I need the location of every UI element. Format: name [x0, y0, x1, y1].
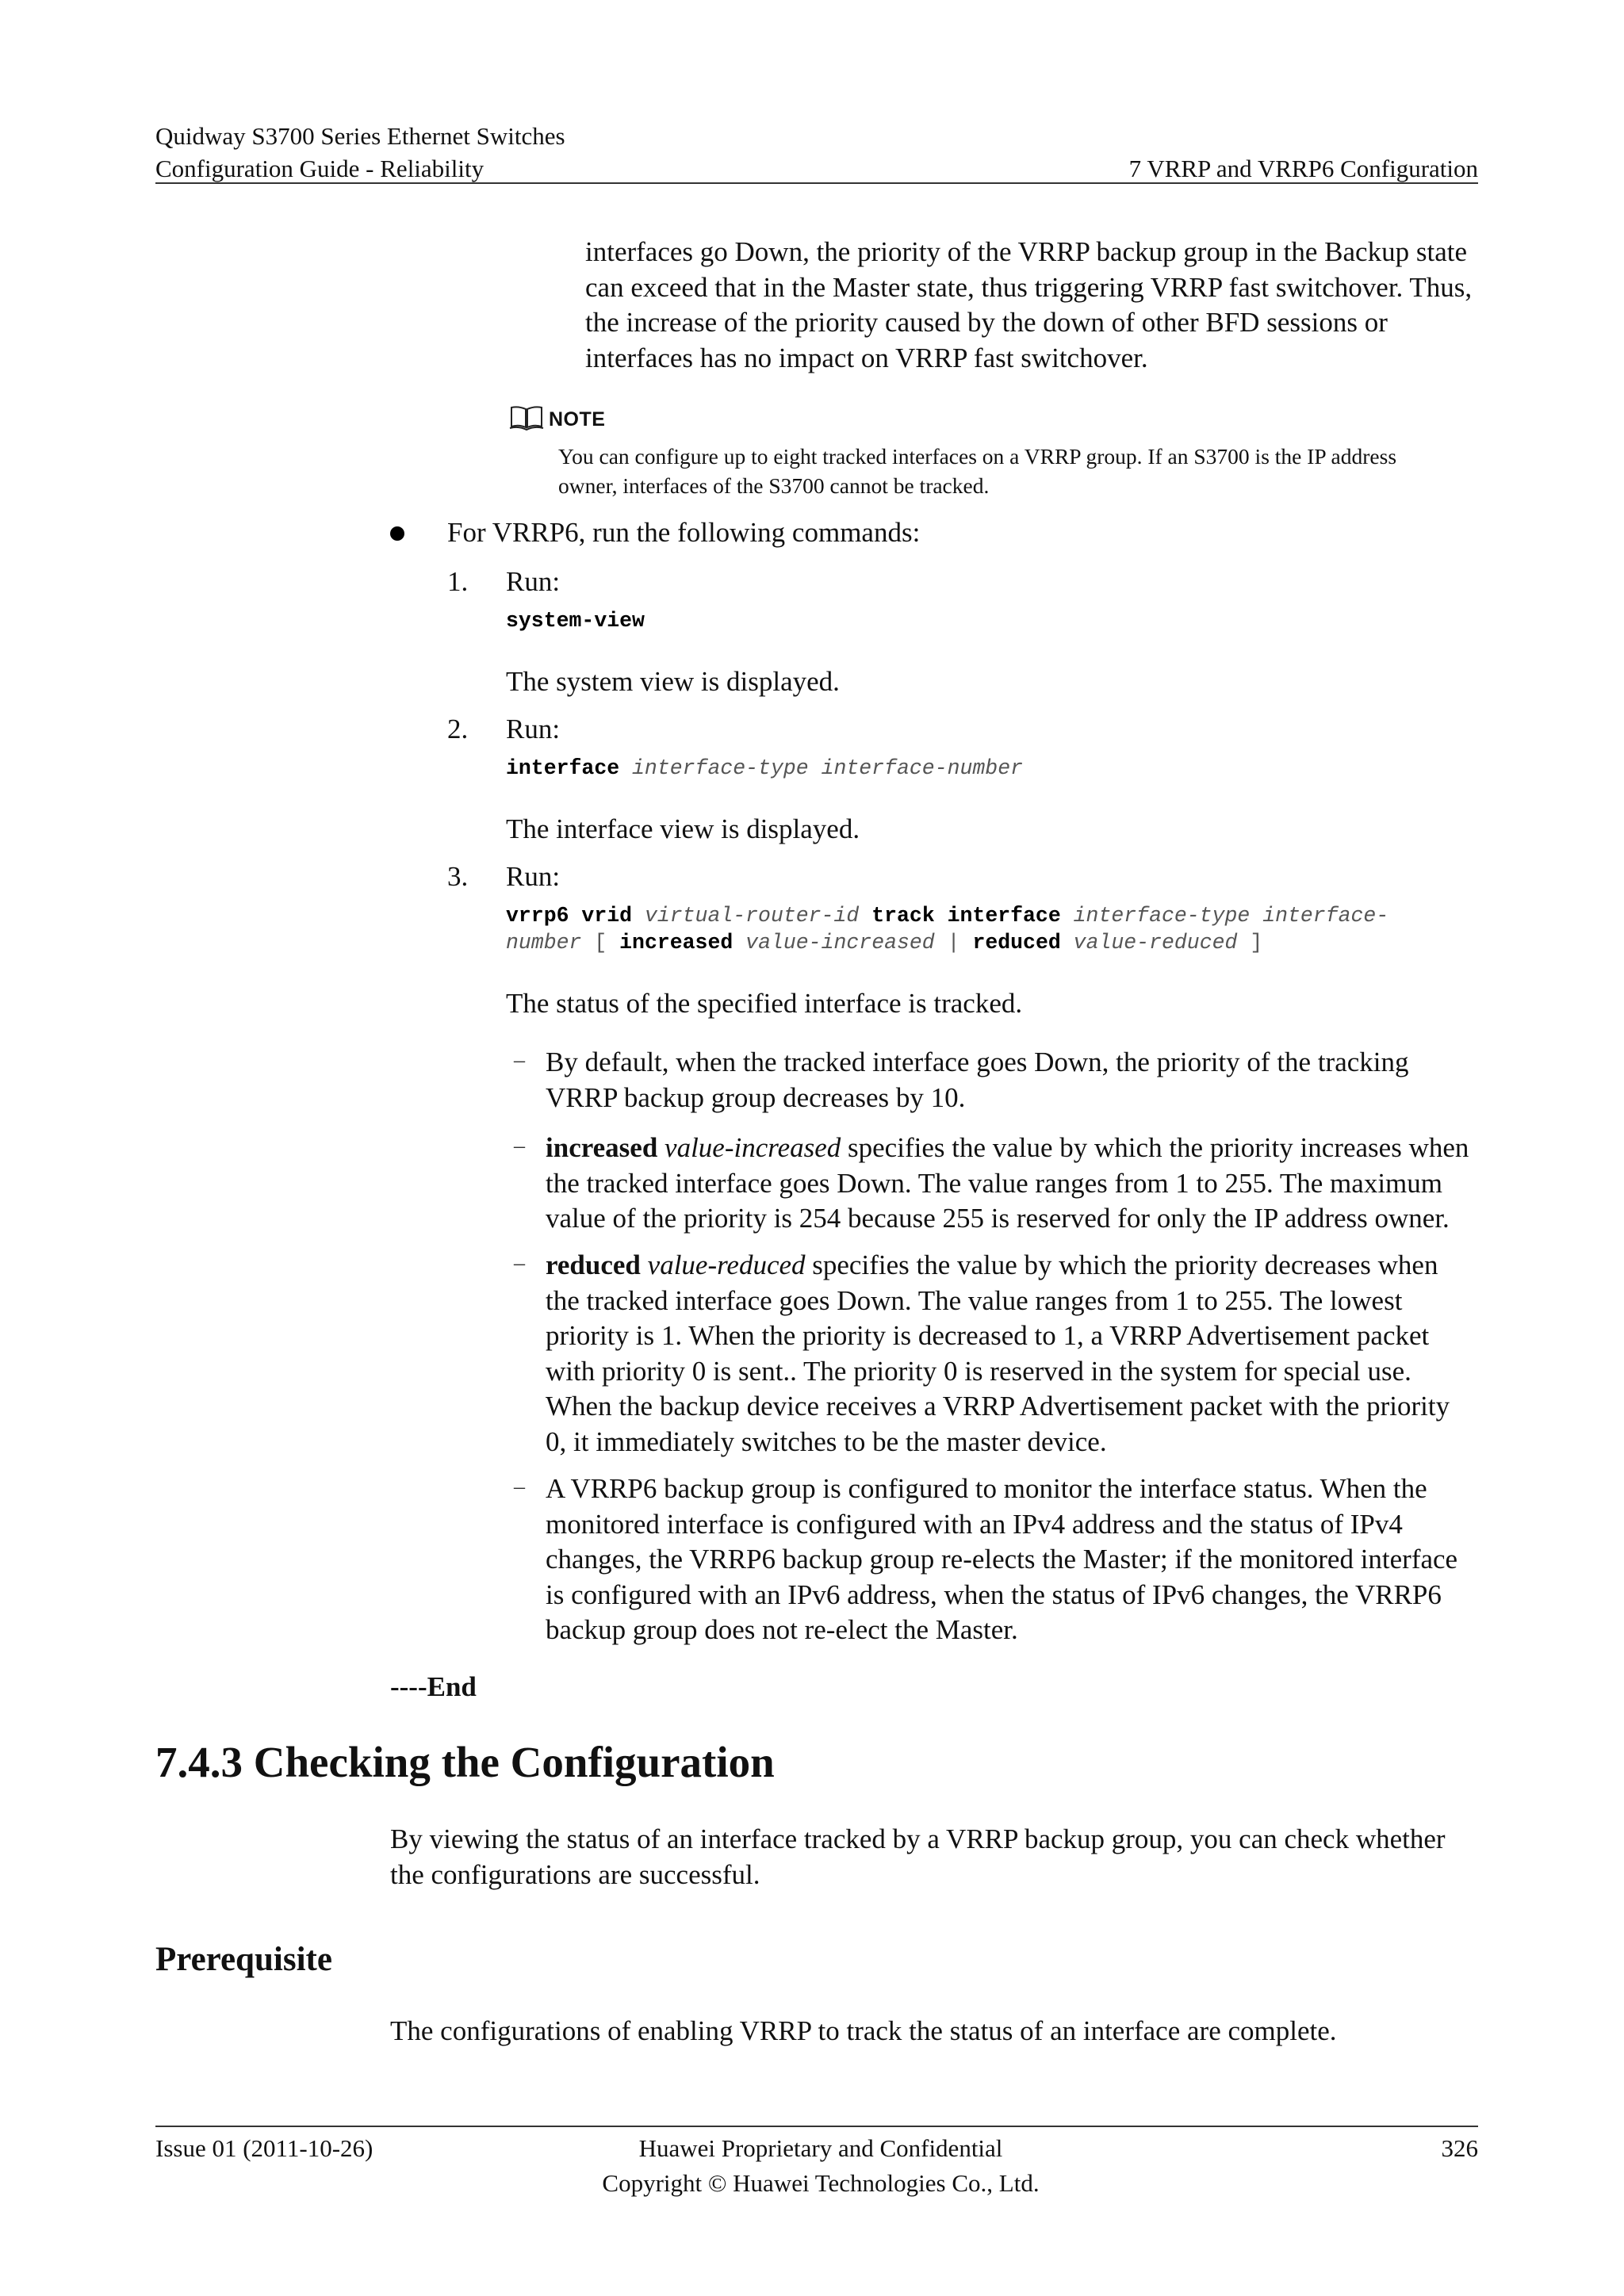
sub-item-line: By default, when the tracked interface goes Down, the priority of the tracking	[546, 1047, 1409, 1077]
command-argument: number	[506, 931, 582, 955]
command-keyword: reduced	[972, 931, 1061, 955]
note-line: You can configure up to eight tracked interfaces on a VRRP group. If an S3700 is the IP address	[558, 444, 1397, 469]
step-description: The interface view is displayed.	[506, 813, 860, 844]
sub-item-line: backup group does not re-elect the Master.	[546, 1614, 1018, 1645]
intro-paragraph	[585, 235, 1481, 376]
command-argument: value-reduced	[1073, 931, 1238, 955]
sub-item	[546, 1248, 1481, 1460]
parameter-value: value-increased	[665, 1132, 841, 1163]
section-line: By viewing the status of an interface tracked by a VRRP backup group, you can check whether	[390, 1823, 1446, 1854]
command-system-view	[506, 607, 645, 634]
command-argument: virtual-router-id	[644, 904, 860, 928]
sub-item-line: with priority 0 is sent.. The priority 0 is reserved in the system for special use.	[546, 1355, 1411, 1387]
dash-marker: –	[514, 1134, 525, 1158]
header-guide-title: Configuration Guide - Reliability	[155, 155, 485, 182]
command-keyword: interface	[506, 756, 620, 780]
sub-item	[546, 1131, 1481, 1237]
sub-item-line: 0, it immediately switches to be the master device.	[546, 1425, 1107, 1457]
bullet-text: For VRRP6, run the following commands:	[447, 517, 921, 548]
sub-item-line: changes, the VRRP6 backup group re-elects the Master; if the monitored interface	[546, 1544, 1458, 1575]
dash-marker: –	[514, 1251, 525, 1276]
footer-issue: Issue 01 (2011-10-26)	[155, 2134, 373, 2162]
step-run-label: Run:	[506, 861, 561, 892]
header-rule	[155, 182, 1478, 184]
sub-item-line	[546, 1131, 1481, 1166]
note-body	[558, 442, 1481, 500]
sub-item-line: the tracked interface goes Down. The value ranges from 1 to 255. The lowest	[546, 1284, 1403, 1316]
command-argument: value-increased	[745, 931, 935, 955]
prerequisite-text: The configurations of enabling VRRP to track the status of an interface are complete.	[390, 2015, 1337, 2046]
dash-marker: –	[514, 1048, 525, 1073]
step-description: The status of the specified interface is tracked.	[506, 988, 1023, 1019]
sub-item-line: priority is 1. When the priority is decreased to 1, a VRRP Advertisement packet	[546, 1320, 1430, 1351]
dash-marker: –	[514, 1475, 525, 1499]
command-keyword: system-view	[506, 609, 645, 633]
book-icon-svg	[509, 404, 544, 431]
sub-item-line: VRRP backup group decreases by 10.	[546, 1081, 966, 1113]
command-separator: |	[947, 931, 960, 955]
section-paragraph	[390, 1822, 1481, 1892]
command-argument: interface-type interface-number	[632, 756, 1024, 780]
command-keyword: vrrp6 vrid	[506, 904, 633, 928]
note-line: owner, interfaces of the S3700 cannot be tracked.	[558, 473, 990, 498]
sub-item	[546, 1045, 1480, 1115]
book-icon	[509, 404, 544, 431]
intro-line: interfaces go Down, the priority of the VRRP backup group in the Backup state	[585, 236, 1467, 267]
sub-item-line: A VRRP6 backup group is configured to monitor the interface status. When the	[546, 1473, 1427, 1504]
footer-rule	[155, 2126, 1478, 2127]
sub-item-line: monitored interface is configured with an IPv4 address and the status of IPv4	[546, 1508, 1403, 1540]
command-argument: interface-type interface-	[1073, 904, 1389, 928]
sub-item-line: value of the priority is 254 because 255 is reserved for only the IP address owner.	[546, 1203, 1450, 1234]
parameter-keyword: reduced	[546, 1249, 641, 1280]
sub-item-line: is configured with an IPv6 address, when the status of IPv6 changes, the VRRP6	[546, 1578, 1442, 1610]
note-label: NOTE	[549, 408, 606, 430]
command-interface	[506, 755, 1023, 782]
sub-item-text: specifies the value by which the priority decreases when	[812, 1249, 1438, 1280]
intro-line: interfaces has no impact on VRRP fast switchover.	[585, 342, 1148, 373]
intro-line: can exceed that in the Master state, thus triggering VRRP fast switchover. Thus,	[585, 271, 1473, 303]
parameter-keyword: increased	[546, 1132, 658, 1163]
command-vrrp6-track	[506, 902, 1388, 956]
step-number: 3.	[447, 861, 469, 892]
command-bracket: [	[594, 931, 607, 955]
step-number: 2.	[447, 714, 469, 744]
step-description: The system view is displayed.	[506, 666, 840, 697]
command-keyword: track interface	[871, 904, 1061, 928]
command-keyword: increased	[619, 931, 733, 955]
sub-item-line	[546, 1248, 1481, 1284]
section-heading: 7.4.3 Checking the Configuration	[155, 1738, 775, 1786]
step-run-label: Run:	[506, 714, 561, 744]
sub-item-line: the tracked interface goes Down. The value ranges from 1 to 255. The maximum	[546, 1167, 1442, 1199]
sub-item-text: specifies the value by which the priority increases when	[848, 1132, 1469, 1163]
footer-confidential: Huawei Proprietary and Confidential	[638, 2134, 1003, 2162]
section-line: the configurations are successful.	[390, 1858, 760, 1890]
bullet-dot	[390, 526, 404, 541]
sub-item	[546, 1471, 1481, 1648]
parameter-value: value-reduced	[647, 1249, 806, 1280]
header-chapter: 7 VRRP and VRRP6 Configuration	[1128, 155, 1478, 182]
footer-copyright: Copyright © Huawei Technologies Co., Ltd.	[602, 2169, 1040, 2197]
sub-item-line: When the backup device receives a VRRP Advertisement packet with the priority	[546, 1391, 1450, 1422]
step-number: 1.	[447, 566, 469, 597]
command-bracket: ]	[1250, 931, 1263, 955]
header-product-line: Quidway S3700 Series Ethernet Switches	[155, 122, 565, 150]
prerequisite-heading: Prerequisite	[155, 1941, 332, 1978]
page-number: 326	[1441, 2134, 1478, 2162]
end-mark: ----End	[390, 1671, 477, 1702]
intro-line: the increase of the priority caused by the down of other BFD sessions or	[585, 307, 1388, 338]
step-run-label: Run:	[506, 566, 561, 597]
